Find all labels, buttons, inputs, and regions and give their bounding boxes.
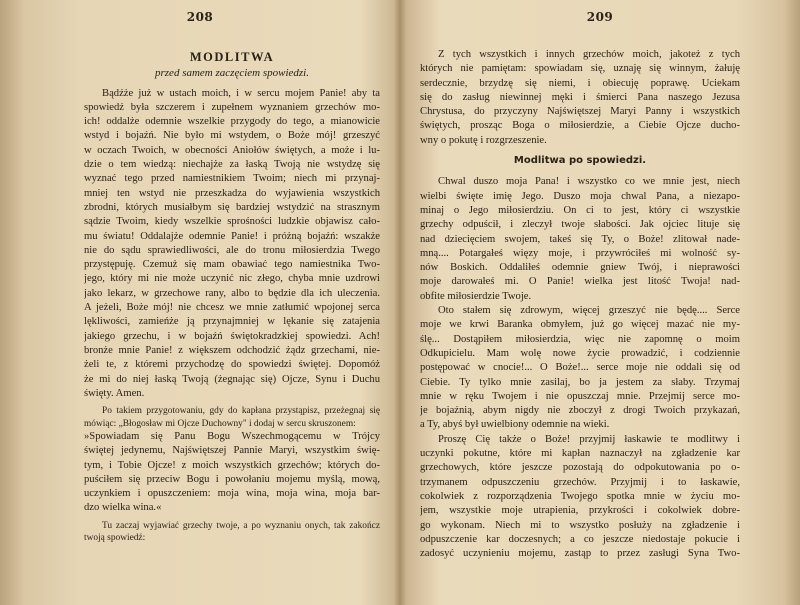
text-line: mnie w ręku Twojem i nie opuszczaj mnie. Przejmij serce mo- [420, 390, 740, 402]
text-line: żeli te, z któremi przychodzę do spowiedzi świętej. Dopomóż [84, 359, 380, 371]
after-confession-paragraph-3 [420, 433, 740, 562]
text-line: Bądźże już w ustach moich, i w sercu mojem Panie! aby ta [102, 87, 380, 99]
text-line: A jeżeli, Boże mój! nie chcesz we mnie zatłumić wpojonej serca [84, 302, 380, 314]
text-line: dzie o tem wiedzą: niechajże za łaską Twoją nie wstydzę się [84, 159, 380, 171]
text-line: lękliwości, zamieńże ją przynajmniej w lękanie się zatajenia [84, 316, 380, 328]
page-number-left: 208 [186, 10, 214, 24]
page-number-right: 209 [586, 10, 614, 24]
text-line: Odkupicielu. Mam wolę nowe życie prowadzić, i codziennie [420, 347, 740, 359]
text-line: puściłem się przeciw Bogu i powołaniu mojemu myślą, mową, [84, 473, 380, 485]
text-line: świętych, prosząc Boga o miłosierdzie, a Ciebie Ojcze ducho- [420, 120, 740, 132]
text-line: nów Boskich. Oddaliłeś odemnie gniew Twój, i nieprawości [420, 262, 740, 274]
rubric-after-confession [84, 520, 380, 545]
right-page [400, 0, 800, 605]
text-line: świętej jedynemu, Najświętszej Pannie Maryi, wszystkim świę- [84, 445, 380, 457]
rubric-before-confession [84, 405, 380, 430]
text-line: wielbi święte imię Jego. Duszo moja chwal Pana, a niezapo- [420, 190, 740, 202]
prayer-title: MODLITWA [189, 50, 275, 64]
prayer-body [84, 87, 380, 402]
text-line: nie do sądu sprawiedliwości, ale do tronu miłosierdzia Twego [84, 244, 380, 256]
confession-conclusion [420, 48, 740, 148]
text-line: mówiąc: „Błogosław mi Ojcze Duchowny" i dodaj w sercu skruszonem: [84, 418, 356, 429]
text-line: ich! oddalże odemnie wszelkie przygody do tego, a mianowicie [84, 116, 380, 128]
after-confession-paragraph-1 [420, 175, 740, 304]
text-line: moje darowałeś mi. O Panie! wielka jest litość Twoja! nad- [420, 276, 740, 288]
text-line: się do zasług niewinnej męki i śmierci Pana naszego Jezusa [420, 91, 740, 103]
text-line: a Ty, abyś był uwielbiony odemnie na wieki. [420, 419, 610, 431]
text-line: uczynkiem i opuszczeniem: moja wina, moja wina, moja bar- [84, 488, 380, 500]
text-line: jako lekarz, w grzechowe rany, albo to będzie dla ich uleczenia. [84, 287, 380, 299]
text-line: tym, i Tobie Ojcze! z moich wszystkich grzechów; których do- [84, 459, 380, 471]
text-line: wny o pokutę i rozgrzeszenie. [420, 134, 547, 146]
text-line: minaj o Jego miłosierdziu. On ci to jest, który ci wszystkie [420, 204, 740, 216]
text-line: moje we krwi Baranka obmyłem, już go więcej mazać nie my- [420, 319, 740, 331]
text-line: jakiego grzechu, i w bojaźń świętokradzkiej spowiedzi. Ach! [84, 330, 380, 342]
text-line: grzechy odpuścił, i zleczył twoje słabości. Jak ojciec lituje się [420, 219, 740, 231]
text-line: postępować w cnocie!... O Boże!... serce moje nie oddali się od [420, 362, 740, 374]
confession-formula [84, 430, 380, 516]
text-line: uczynki pokutne, które mi kapłan naznaczył na zgładzenie kar [420, 448, 740, 460]
text-line: trzymanem odpuszczeniu grzechów. Przyjmij i to łaskawie, [420, 476, 740, 488]
text-line: dzo wielka wina.« [84, 502, 162, 514]
text-line: mu światu! Oddalajże odemnie Panie! i próżną bojaźń: wszakże [84, 230, 380, 242]
text-line: Oto stałem się zdrowym, więcej grzeszyć nie będę.... Serce [438, 305, 740, 317]
text-line: wstyd i bojaźń. Nie było mi wstydem, o Boże mój! grzeszyć [84, 130, 380, 142]
text-line: »Spowiadam się Panu Bogu Wszechmogącemu w Trójcy [84, 430, 380, 442]
text-line: serdecznie, brzydzę się niemi, i obiecuję poprawę. Uciekam [420, 77, 740, 89]
text-line: mną.... Potargałeś więzy moje, i przywróciłeś mi wolność sy- [420, 247, 740, 259]
text-line: je bojaźnią, abym nigdy nie zboczył z drogi Twoich przykazań, [420, 405, 740, 417]
text-line: Proszę Cię także o Boże! przyjmij łaskawie te modlitwy i [438, 433, 740, 445]
text-line: Ciebie. Ty tylko mnie zasilaj, bo ja jestem za słaby. Trzymaj [420, 376, 740, 388]
section-heading: Modlitwa po spowiedzi. [513, 155, 647, 167]
text-line: święty. Amen. [84, 387, 145, 399]
text-line: odpuszczenie kar doczesnych; a co jeszcze niedostaje pokucie i [420, 533, 740, 545]
left-page-text [84, 50, 380, 545]
text-line: wyznać tego przed namiestnikiem Twoim; niech mi przynaj- [84, 173, 380, 185]
text-line: obfite miłosierdzie Twoje. [420, 290, 532, 302]
text-line: których nie pamiętam: spowiadam się, uznaję się winnym, żałuję [420, 63, 740, 75]
text-line: Chrystusa, do przyczyny Najświętszej Maryi Panny i wszystkich [420, 106, 740, 118]
text-line: jego, który mi nie może uczynić nic złego, chyba mnie uzdrowi [84, 273, 380, 285]
text-line: w oczach Twoich, w obecności Aniołów świętych, a może i lu- [84, 144, 380, 156]
text-line: przystępuję. Czemuż się mam obawiać tego namiestnika Two- [84, 259, 380, 271]
text-line: Tu zaczaj wyjawiać grzechy twoje, a po wyznaniu onych, tak zakończ [102, 520, 380, 531]
text-line: Chwal duszo moja Pana! i wszystko co we mnie jest, niech [438, 176, 740, 188]
after-confession-paragraph-2 [420, 304, 740, 433]
text-line: że mi do niej łaską Twoją (żegnając się) Ojcze, Synu i Duchu [84, 373, 380, 385]
text-line: twoją spowiedź: [84, 533, 146, 544]
text-line: cokolwiek z rozporządzenia Twojego spotka mnie w życiu mo- [420, 490, 740, 502]
text-line: ślę... Dostąpiłem miłosierdzia, więc nie zapomnę o moim [420, 333, 740, 345]
text-line: Z tych wszystkich i innych grzechów moich, jakoteż z tych [438, 49, 740, 60]
text-line: go wykonam. Niech mi to wszystko posłuży na zgładzenie i [420, 519, 740, 531]
text-line: nad dziecięciem swojem, takeś się Ty, o Boże! zlitował nade- [420, 233, 740, 245]
right-page-text [420, 48, 740, 561]
text-line: mniej ten wstyd nie przeszkadza do wyjawienia wszystkich [84, 187, 380, 199]
text-line: bronże mnie Panie! z większem odchodzić żądz grzechami, nie- [84, 344, 380, 356]
text-line: zbrodni, których musiałbym się bardziej wstydzić na strasznym [84, 201, 380, 213]
text-line: jem, wszystkie moje utrapienia, przykrości i cokolwiek dobre- [420, 505, 740, 517]
prayer-subtitle: przed samem zaczęciem spowiedzi. [155, 67, 309, 80]
text-line: sądzie Twoim, kiedy wszelkie sprośności ludzkie objawisz cało- [84, 216, 380, 228]
text-line: grzechowych, które jeszcze pozostają do odpokutowania po o- [420, 462, 740, 474]
text-line: spowiedź była szczerem i zupełnem wyznaniem grzechów mo- [84, 101, 380, 113]
text-line: zadosyć uczynieniu mojemu, zastąp to przez zasługi Syna Two- [420, 548, 740, 560]
text-line: Po takiem przygotowaniu, gdy do kapłana przystąpisz, przeżegnaj się [102, 406, 380, 417]
